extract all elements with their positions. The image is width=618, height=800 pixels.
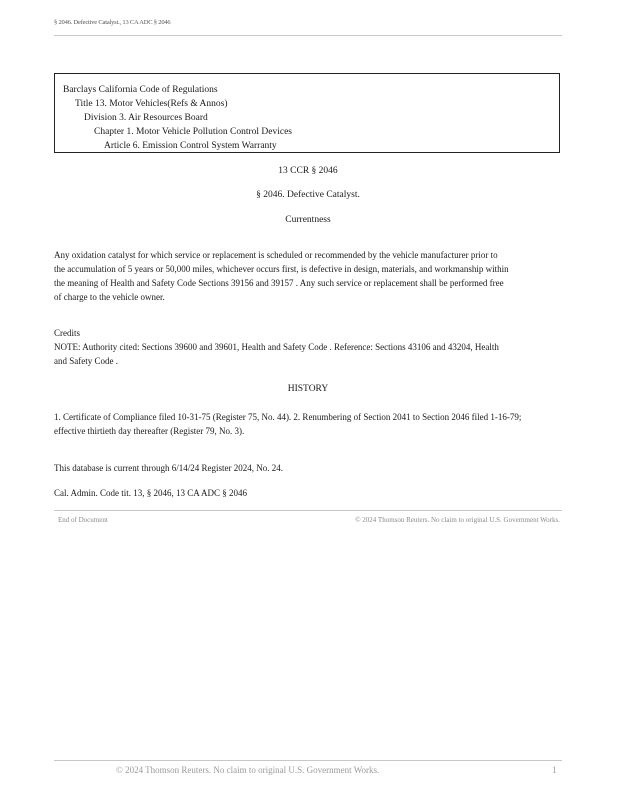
hierarchy-division[interactable]: Division 3. Air Resources Board	[84, 113, 208, 123]
hierarchy-box	[54, 73, 560, 153]
page-footer-copyright: © 2024 Thomson Reuters. No claim to original U.S. Government Works.	[116, 765, 380, 775]
hierarchy-article[interactable]: Article 6. Emission Control System Warranty	[104, 141, 277, 151]
currency-note: This database is current through 6/14/24 Register 2024, No. 24.	[54, 463, 283, 473]
page-number: 1	[552, 765, 557, 775]
body-line: the accumulation of 5 years or 50,000 miles, whichever occurs first, is defective in design, materials, and workmanship within	[54, 264, 509, 274]
hierarchy-code[interactable]: Barclays California Code of Regulations	[63, 85, 218, 95]
hierarchy-title[interactable]: Title 13. Motor Vehicles(Refs & Annos)	[75, 99, 228, 109]
credits-line: and Safety Code .	[54, 356, 118, 366]
page-footer-divider	[54, 760, 562, 761]
running-head: § 2046. Defective Catalyst., 13 CA ADC § 2046	[54, 19, 171, 26]
section-title: § 2046. Defective Catalyst.	[256, 190, 360, 200]
history-section	[54, 410, 566, 438]
section-body	[54, 248, 566, 304]
short-cite: Cal. Admin. Code tit. 13, § 2046, 13 CA ADC § 2046	[54, 488, 248, 498]
credits-line: NOTE: Authority cited: Sections 39600 and 39601, Health and Safety Code . Reference: Sections 43106 and 43204, Health	[54, 342, 499, 352]
end-divider	[54, 510, 562, 511]
history-line: 1. Certificate of Compliance filed 10-31-75 (Register 75, No. 44). 2. Renumbering of Section 2041 to Section 2046 filed 1-16-79;	[54, 412, 522, 422]
credits-section	[54, 326, 566, 368]
currentness-label: Currentness	[285, 215, 331, 225]
header-divider	[54, 35, 562, 36]
copyright-notice: © 2024 Thomson Reuters. No claim to original U.S. Government Works.	[355, 516, 560, 524]
body-line: Any oxidation catalyst for which service or replacement is scheduled or recommended by the vehicle manufacturer prior to	[54, 250, 498, 260]
citation: 13 CCR § 2046	[278, 166, 338, 176]
history-line: effective thirtieth day thereafter (Register 79, No. 3).	[54, 426, 245, 436]
hierarchy-chapter[interactable]: Chapter 1. Motor Vehicle Pollution Control Devices	[94, 127, 292, 137]
body-line: the meaning of Health and Safety Code Sections 39156 and 39157 . Any such service or replacement shall be performed free	[54, 278, 504, 288]
end-of-document: End of Document	[58, 516, 108, 524]
history-heading: HISTORY	[287, 384, 329, 394]
body-line: of charge to the vehicle owner.	[54, 292, 165, 302]
credits-heading: Credits	[54, 328, 80, 338]
